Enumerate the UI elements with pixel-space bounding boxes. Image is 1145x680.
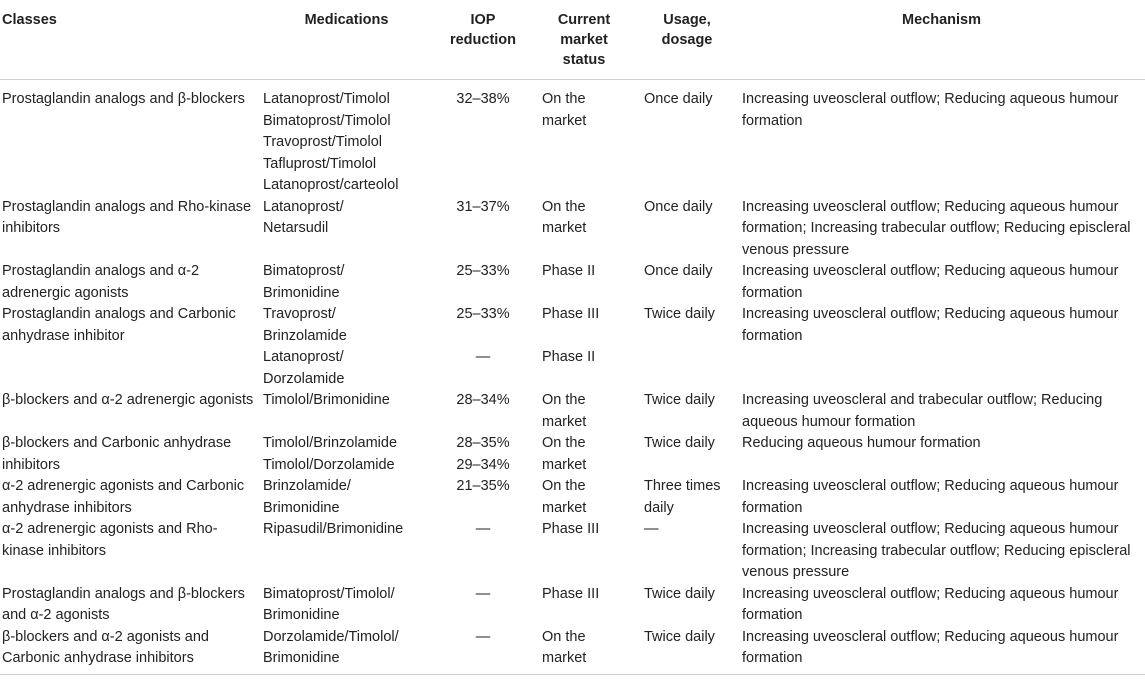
- cell-market-status: On the market: [542, 478, 587, 516]
- header-medications: Medications: [259, 0, 434, 80]
- cell-classes: β-blockers and Carbonic anhydrase inhibitors: [2, 435, 232, 473]
- table-row: [0, 476, 1145, 519]
- medication-name: Travoprost/Timolol: [263, 134, 382, 150]
- cell-iop-reduction: 28–35% 29–34%: [456, 435, 510, 473]
- medication-name: Timolol/Dorzolamide: [263, 456, 395, 473]
- cell-classes: Prostaglandin analogs and β-blockers: [2, 91, 245, 107]
- cell-classes: [0, 347, 259, 390]
- header-iop-reduction: IOP reduction: [434, 0, 532, 80]
- cell-medications: [259, 261, 434, 304]
- cell-usage-dosage: Twice daily: [644, 435, 715, 451]
- table-row: [0, 390, 1145, 433]
- cell-medications: [259, 390, 434, 433]
- cell-iop-reduction: 25–33%: [456, 306, 510, 322]
- table-row: [0, 261, 1145, 304]
- cell-classes: α-2 adrenergic agonists and Rho-kinase inhibitors: [2, 521, 218, 559]
- cell-medications: [259, 433, 434, 476]
- cell-mechanism: Increasing uveoscleral outflow; Reducing aqueous humour formation: [738, 627, 1145, 675]
- cell-usage-dosage: —: [644, 521, 659, 537]
- medication-name: Ripasudil/Brimonidine: [263, 521, 404, 537]
- cell-medications: [259, 627, 434, 675]
- header-market-status: Current market status: [532, 0, 636, 80]
- cell-medications: [259, 347, 434, 390]
- cell-iop-reduction: 28–34%: [456, 392, 510, 408]
- cell-iop-reduction: —: [475, 585, 491, 602]
- cell-classes: Prostaglandin analogs and Carbonic anhydrase inhibitor: [2, 306, 236, 344]
- cell-market-status: On the market: [532, 627, 636, 675]
- cell-mechanism: Reducing aqueous humour formation: [742, 435, 981, 451]
- table-row: [0, 433, 1145, 476]
- medication-name: Latanoprost/ Dorzolamide: [263, 349, 345, 387]
- cell-usage-dosage: Once daily: [644, 263, 713, 279]
- cell-usage-dosage: Twice daily: [644, 585, 715, 602]
- cell-market-status: Phase II: [542, 349, 596, 365]
- medication-name: Dorzolamide/Timolol/ Brimonidine: [263, 628, 399, 666]
- cell-iop-reduction: 25–33%: [456, 263, 510, 279]
- cell-market-status: Phase III: [542, 521, 600, 537]
- cell-mechanism: Increasing uveoscleral and trabecular outflow; Reducing aqueous humour formation: [742, 392, 1103, 430]
- cell-medications: [259, 197, 434, 262]
- cell-mechanism: Increasing uveoscleral outflow; Reducing aqueous humour formation: [742, 306, 1119, 344]
- medication-name: Latanoprost/carteolol: [263, 177, 399, 193]
- table-row: [0, 304, 1145, 347]
- cell-market-status: On the market: [542, 198, 587, 236]
- cell-medications: [259, 584, 434, 627]
- cell-market-status: On the market: [542, 91, 587, 129]
- medication-name: Timolol/Brinzolamide: [263, 435, 398, 451]
- cell-mechanism: Increasing uveoscleral outflow; Reducing aqueous humour formation; Increasing trabecular outflow; Reducing episcleral venous pressure: [742, 521, 1131, 580]
- cell-medications: [259, 80, 434, 197]
- cell-iop-reduction: —: [434, 627, 532, 675]
- cell-mechanism: Increasing uveoscleral outflow; Reducing aqueous humour formation: [742, 263, 1119, 301]
- cell-medications: [259, 519, 434, 584]
- cell-mechanism: Increasing uveoscleral outflow; Reducing aqueous humour formation: [742, 478, 1119, 516]
- cell-usage-dosage: Once daily: [644, 198, 713, 215]
- cell-iop-reduction: —: [475, 521, 491, 537]
- medication-name: Brinzolamide/ Brimonidine: [263, 478, 351, 516]
- cell-iop-reduction: 21–35%: [456, 478, 510, 494]
- table-row: [0, 347, 1145, 390]
- cell-market-status: On the market: [542, 435, 587, 473]
- cell-mechanism: Increasing uveoscleral outflow; Reducing aqueous humour formation; Increasing trabecular outflow; Reducing episcleral venous pressure: [742, 198, 1131, 258]
- cell-classes: β-blockers and α-2 agonists and Carbonic anhydrase inhibitors: [0, 627, 259, 675]
- cell-classes: Prostaglandin analogs and Rho-kinase inhibitors: [2, 198, 252, 236]
- medication-name: Latanoprost/Timolol: [263, 91, 390, 107]
- table-row: [0, 80, 1145, 197]
- cell-medications: [259, 476, 434, 519]
- medication-name: Bimatoprost/Timolol/ Brimonidine: [263, 585, 395, 623]
- cell-usage-dosage: Twice daily: [636, 627, 738, 675]
- cell-mechanism: Increasing uveoscleral outflow; Reducing aqueous humour formation: [742, 585, 1119, 623]
- cell-usage-dosage: [636, 347, 738, 390]
- cell-mechanism: [738, 347, 1145, 390]
- cell-usage-dosage: Twice daily: [644, 392, 715, 408]
- cell-usage-dosage: Once daily: [644, 91, 713, 107]
- table-row: [0, 627, 1145, 675]
- header-classes: Classes: [0, 0, 259, 80]
- medication-name: Bimatoprost/ Brimonidine: [263, 263, 345, 301]
- medication-name: Timolol/Brimonidine: [263, 392, 390, 408]
- medication-name: Tafluprost/Timolol: [263, 155, 377, 172]
- cell-iop-reduction: 31–37%: [456, 198, 510, 215]
- table-body: [0, 80, 1145, 675]
- table-row: [0, 584, 1145, 627]
- cell-iop-reduction: —: [475, 349, 491, 365]
- cell-classes: β-blockers and α-2 adrenergic agonists: [2, 392, 254, 408]
- table-row: [0, 519, 1145, 584]
- cell-market-status: Phase III: [542, 306, 600, 322]
- table-row: [0, 197, 1145, 262]
- cell-iop-reduction: 32–38%: [456, 91, 510, 107]
- header-usage-dosage: Usage, dosage: [636, 0, 738, 80]
- cell-classes: α-2 adrenergic agonists and Carbonic anhydrase inhibitors: [2, 478, 245, 516]
- cell-usage-dosage: Three times daily: [644, 478, 721, 516]
- cell-classes: Prostaglandin analogs and α-2 adrenergic agonists: [2, 263, 200, 301]
- cell-market-status: Phase II: [542, 263, 596, 279]
- medication-name: Bimatoprost/Timolol: [263, 112, 391, 129]
- header-mechanism: Mechanism: [738, 0, 1145, 80]
- medication-name: Travoprost/ Brinzolamide: [263, 306, 347, 344]
- cell-market-status: On the market: [542, 392, 587, 430]
- header-row: [0, 0, 1145, 80]
- medication-name: Latanoprost/ Netarsudil: [263, 198, 344, 236]
- cell-classes: Prostaglandin analogs and β-blockers and α-2 agonists: [2, 585, 245, 623]
- cell-mechanism: Increasing uveoscleral outflow; Reducing aqueous humour formation: [742, 91, 1119, 129]
- cell-market-status: Phase III: [542, 585, 600, 602]
- cell-medications: [259, 304, 434, 347]
- cell-usage-dosage: Twice daily: [644, 306, 715, 322]
